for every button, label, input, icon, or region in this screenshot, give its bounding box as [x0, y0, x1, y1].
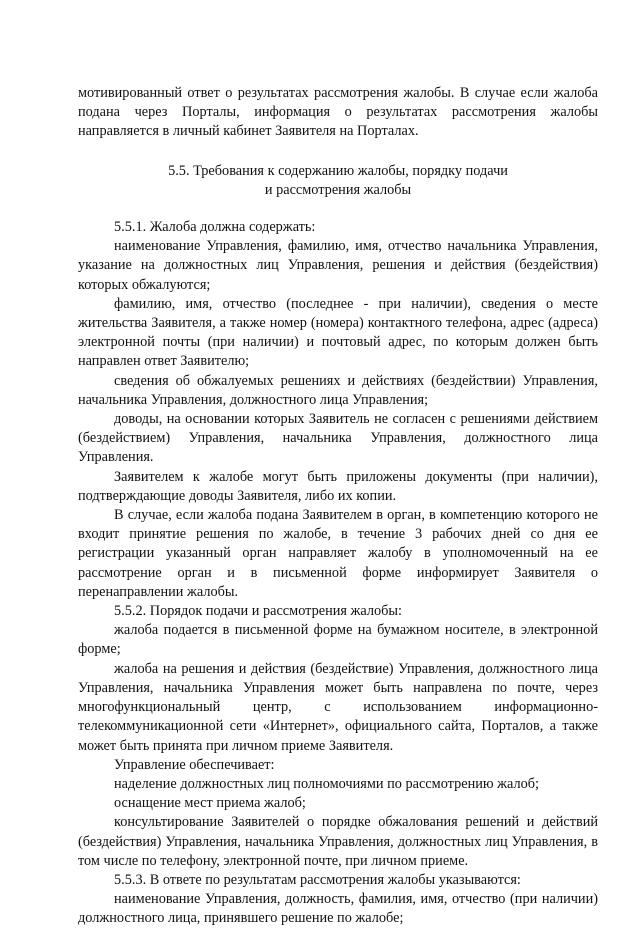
paragraph-5-5-2: 5.5.2. Порядок подачи и рассмотрения жалобы:: [114, 603, 403, 620]
paragraph-item: сведения об обжалуемых решениях и действиях (бездействии) Управления, начальника Управления, должностного лица Управления;: [78, 372, 598, 408]
paragraph-item: жалоба на решения и действия (бездействие) Управления, должностного лица Управления, начальника Управления может быть направлена по почте, через многофункциональный центр, с использованием информационно-телекоммуникационной сети «Интернет», официального сайта, Порталов, а также может быть принята при личном приеме Заявителя.: [78, 660, 598, 754]
paragraph-item: консультирование Заявителей о порядке обжалования решений и действий (бездействия) Управления, начальника Управления, должностных лиц Управления, в том числе по телефону, электронной почте, при личном приеме.: [78, 814, 598, 869]
paragraph-item: В случае, если жалоба подана Заявителем в орган, в компетенцию которого не входит принятие решения по жалобе, в течение 3 рабочих дней со дня ее регистрации указанный орган направляет жалобу в уполномоченный на ее рассмотрение орган и в письменной форме информирует Заявителя о перенаправлении жалобы.: [78, 507, 598, 600]
paragraph-5-5-3: 5.5.3. В ответе по результатам рассмотрения жалобы указываются:: [114, 871, 521, 888]
section-heading-line-1: 5.5. Требования к содержанию жалобы, порядку подачи: [168, 162, 508, 179]
section-heading-line-2: и рассмотрения жалобы: [264, 181, 412, 198]
paragraph-item: Заявителем к жалобе могут быть приложены документы (при наличии), подтверждающие доводы Заявителя, либо их копии.: [78, 468, 598, 504]
paragraph-item: оснащение мест приема жалоб;: [114, 795, 306, 812]
paragraph-continuation: мотивированный ответ о результатах рассмотрения жалобы. В случае если жалоба подана через Порталы, информация о результатах рассмотрения жалобы направляется в личный кабинет Заявителя на Порталах.: [78, 85, 598, 140]
paragraph-5-5-1: 5.5.1. Жалоба должна содержать:: [114, 219, 316, 236]
paragraph-item: наделение должностных лиц полномочиями по рассмотрению жалоб;: [114, 775, 540, 792]
paragraph-item: наименование Управления, фамилию, имя, отчество начальника Управления, указание на должностных лиц Управления, решения и действия (бездействия) которых обжалуются;: [78, 238, 598, 293]
paragraph-item: наименование Управления, должность, фамилия, имя, отчество (при наличии) должностного лица, принявшего решение по жалобе;: [78, 891, 598, 927]
paragraph-item: Управление обеспечивает:: [114, 756, 275, 773]
paragraph-item: фамилию, имя, отчество (последнее - при наличии), сведения о месте жительства Заявителя, а также номер (номера) контактного телефона, адрес (адреса) электронной почты (при наличии) и почтовый адрес, по которым должен быть направлен ответ Заявителю;: [78, 295, 598, 370]
paragraph-item: доводы, на основании которых Заявитель не согласен с решениями действием (бездействием) Управления, начальника Управления, должностного лица Управления.: [78, 411, 598, 466]
paragraph-item: жалоба подается в письменной форме на бумажном носителе, в электронной форме;: [78, 622, 598, 658]
document-page: [78, 84, 598, 929]
section-heading: [78, 162, 598, 200]
